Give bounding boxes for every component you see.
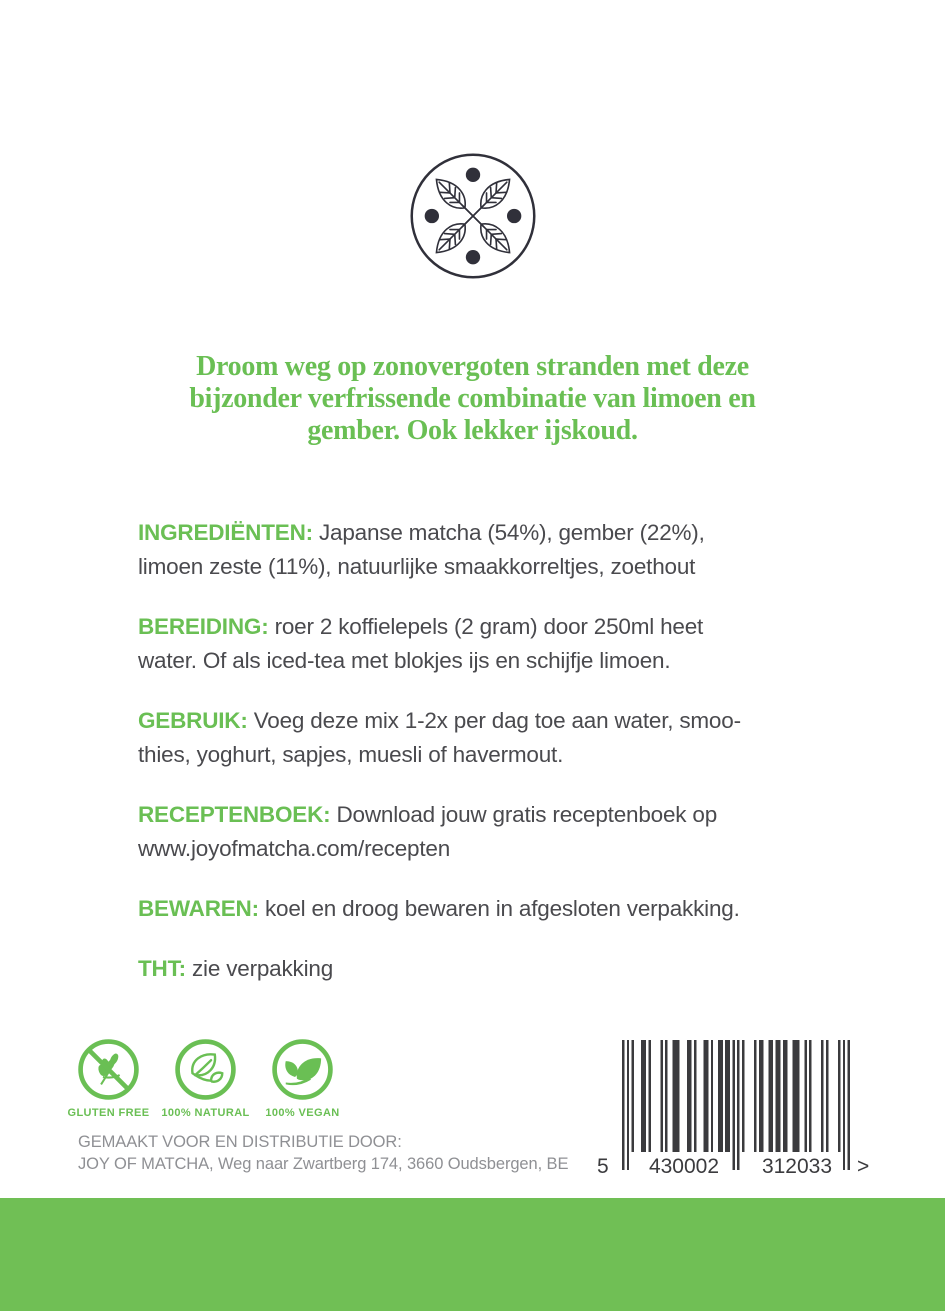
headline <box>0 351 945 447</box>
badge-vegan <box>265 1036 340 1119</box>
section-label: BEWAREN: <box>138 896 259 921</box>
badge-label: 100% VEGAN <box>265 1107 340 1119</box>
badge-natural <box>161 1036 250 1119</box>
section-tht <box>138 952 858 986</box>
section-text: thies, yoghurt, sapjes, muesli of havermout. <box>138 742 564 767</box>
distribution-info <box>78 1131 568 1175</box>
section-ingredienten <box>138 516 858 584</box>
headline-line: gember. Ook lekker ijskoud. <box>307 415 638 446</box>
distribution-line1: GEMAAKT VOOR EN DISTRIBUTIE DOOR: <box>78 1133 402 1151</box>
section-label: BEREIDING: <box>138 614 269 639</box>
distribution-line2: JOY OF MATCHA, Weg naar Zwartberg 174, 3660 Oudsbergen, BE <box>78 1155 569 1173</box>
section-text: koel en droog bewaren in afgesloten verpakking. <box>264 896 740 921</box>
certification-badges <box>67 1036 340 1119</box>
gluten-free-icon <box>75 1036 142 1103</box>
logo-leaves-icon <box>406 149 540 283</box>
badge-label: GLUTEN FREE <box>67 1107 150 1119</box>
section-label: INGREDIËNTEN: <box>138 520 313 545</box>
barcode-group2: 312033 <box>761 1155 833 1178</box>
barcode-prefix-digit: 5 <box>597 1155 609 1178</box>
vegan-leaves-icon <box>269 1036 336 1103</box>
badge-gluten-free <box>67 1036 150 1119</box>
section-text: water. Of als iced-tea met blokjes ijs en schijfje limoen. <box>138 648 671 673</box>
section-bewaren <box>138 892 858 926</box>
section-text: Japanse matcha (54%), gember (22%), <box>318 520 705 545</box>
badge-label: 100% NATURAL <box>161 1107 250 1119</box>
matcha-leaves-logo <box>406 149 540 288</box>
section-label: GEBRUIK: <box>138 708 248 733</box>
section-label: THT: <box>138 956 186 981</box>
headline-line: bijzonder verfrissende combinatie van limoen en <box>189 383 756 414</box>
barcode-group1: 430002 <box>648 1155 720 1178</box>
section-text: www.joyofmatcha.com/recepten <box>138 836 451 861</box>
section-bereiding <box>138 610 858 678</box>
section-receptenboek <box>138 798 858 866</box>
section-text: Voeg deze mix 1-2x per dag toe aan water, smoo- <box>253 708 741 733</box>
barcode-trailing-arrow: > <box>857 1155 870 1178</box>
section-gebruik <box>138 704 858 772</box>
section-text: limoen zeste (11%), natuurlijke smaakkorreltjes, zoethout <box>138 554 696 579</box>
headline-line: Droom weg op zonovergoten stranden met deze <box>196 351 749 382</box>
barcode-bars <box>622 1040 851 1172</box>
section-text: zie verpakking <box>192 956 334 981</box>
section-label: RECEPTENBOEK: <box>138 802 331 827</box>
bottom-green-bar <box>0 1198 945 1311</box>
info-sections <box>138 516 858 1012</box>
section-text: Download jouw gratis receptenboek op <box>336 802 718 827</box>
natural-leaf-icon <box>172 1036 239 1103</box>
section-text: roer 2 koffielepels (2 gram) door 250ml heet <box>274 614 704 639</box>
